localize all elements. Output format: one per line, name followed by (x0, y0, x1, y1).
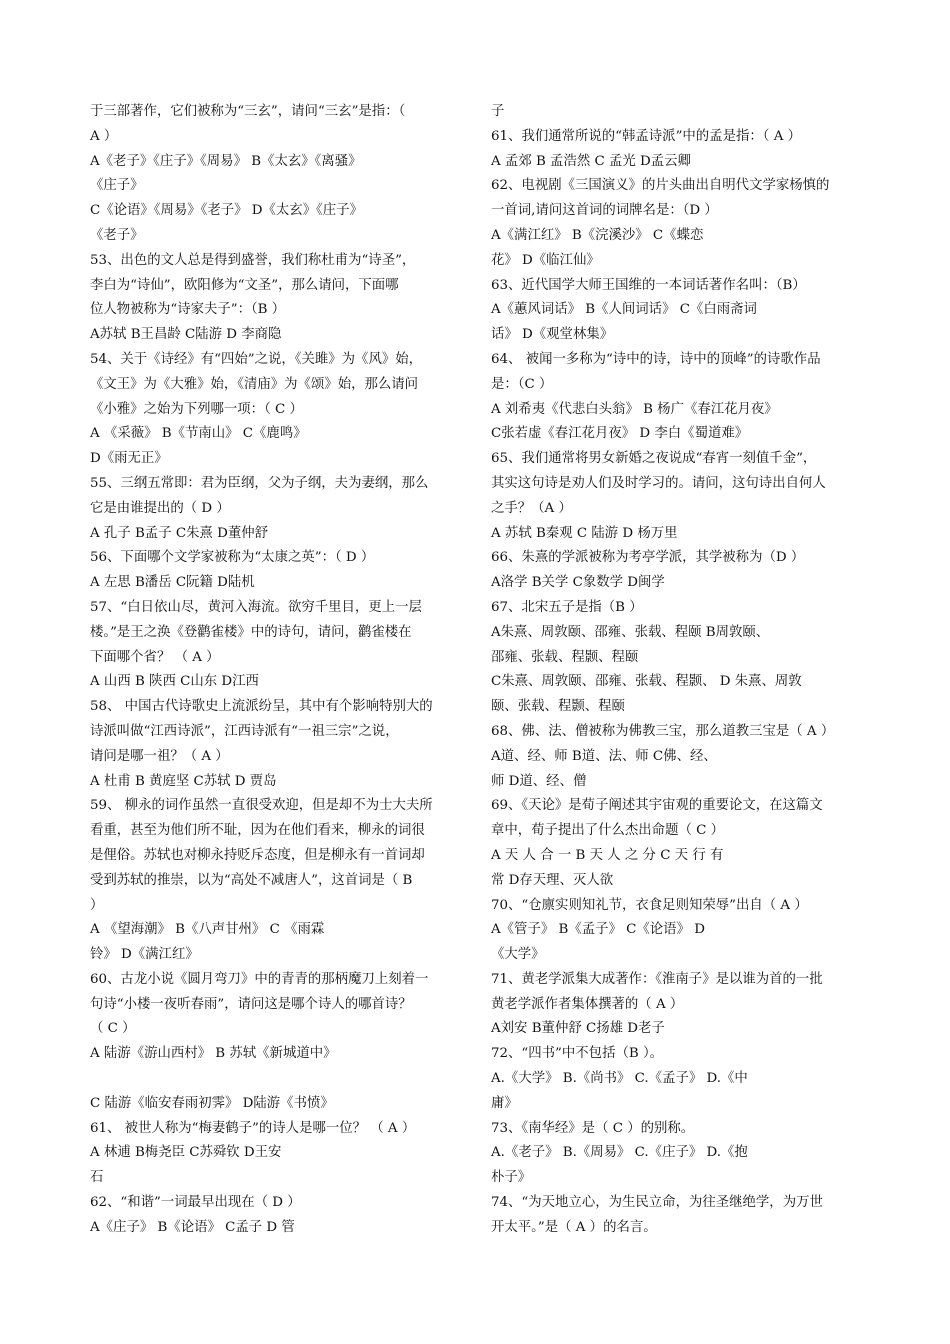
right-column-text-line: A《管子》 B《孟子》 C《论语》 D (491, 922, 705, 938)
right-column-text-line: A《满江红》 B《浣溪沙》 C《蝶恋 (491, 227, 704, 243)
left-column-text-line: 57、“白日依山尽，黄河入海流。欲穷千里目，更上一层 (90, 599, 422, 615)
right-column-text-line: 常 D存天理、灭人欲 (491, 872, 614, 888)
left-column-text-line: A 《望海潮》 B《八声甘州》 C 《雨霖 (90, 922, 325, 938)
left-column-text-line (90, 1067, 462, 1092)
right-column-text-line: 66、朱熹的学派被称为考亭学派，其学被称为（D ） (491, 550, 805, 566)
right-column-text-line: C张若虚《春江花月夜》 D 李白《蜀道难》 (491, 426, 749, 442)
right-column-text-line: 朴子》 (491, 1170, 532, 1186)
left-column (90, 100, 462, 1241)
left-column-text-line: D《雨无正》 (90, 451, 168, 467)
left-column-text-line: A 孔子 B孟子 C朱熹 D董仲舒 (90, 525, 269, 541)
right-column-text-line: 话》 D《观堂林集》 (491, 327, 614, 343)
left-column-text-line: A 左思 B潘岳 C阮籍 D陆机 (90, 575, 255, 591)
left-column-text-line: A《庄子》 B《论语》 C孟子 D 管 (90, 1219, 295, 1235)
right-column-text-line: 是：（C ） (491, 376, 553, 392)
left-column-text-line: C 陆游《临安春雨初霁》 D陆游《书愤》 (90, 1095, 334, 1111)
left-column-text-line: A《老子》《庄子》《周易》 B《太玄》《离骚》 (90, 153, 362, 169)
left-column-text-line: 下面哪个省？ （ A ） (90, 649, 220, 665)
right-column-text-line: A道、经、师 B道、法、师 C佛、经、 (491, 748, 717, 764)
left-column-text-line: ） (90, 897, 104, 913)
right-column-text-line: 65、我们通常将男女新婚之夜说成“春宵一刻值千金”， (491, 451, 817, 467)
left-column-text-line: 61、 被世人称为“梅妻鹤子”的诗人是哪一位？ （ A ） (90, 1120, 416, 1136)
right-column-text-line: 庸》 (491, 1095, 518, 1111)
left-column-text-line: 句诗“小楼一夜听春雨”，请问这是哪个诗人的哪首诗？ (90, 996, 412, 1012)
left-column-text-line: A 林逋 B梅尧臣 C苏舜钦 D王安 (90, 1145, 282, 1161)
left-column-text-line: 诗派叫做“江西诗派”，江西诗派有“一祖三宗”之说， (90, 723, 399, 739)
right-column-text-line: A 刘希夷《代悲白头翁》 B 杨广《春江花月夜》 (491, 401, 778, 417)
left-column-text-line: C《论语》《周易》《老子》 D《太玄》《庄子》 (90, 203, 363, 219)
right-column-text-line: A.《老子》 B.《周易》 C.《庄子》 D.《抱 (491, 1145, 748, 1161)
left-column-text-line: 于三部著作，它们被称为“三玄”，请问“三玄”是指：（ (90, 104, 406, 119)
left-column-text-line: 54、关于《诗经》有“四始”之说，《关雎》为《风》始， (90, 351, 423, 367)
left-column-text-line: A 陆游《游山西村》 B 苏轼《新城道中》 (90, 1046, 337, 1062)
left-column-text-line: 请问是哪一祖？（ A ） (90, 748, 229, 764)
left-column-text-line: A苏轼 B王昌龄 C陆游 D 李商隐 (90, 327, 282, 343)
right-column-text-line: 68、佛、法、僧被称为佛教三宝，那么道教三宝是（ A ） (491, 723, 835, 739)
left-column-text-line: A 山西 B 陕西 C山东 D江西 (90, 674, 259, 690)
left-column-text-line: 《老子》 (90, 227, 144, 243)
right-column-text-line: A朱熹、周敦颐、邵雍、张载、程颐 B周敦颐、 (491, 624, 770, 640)
left-column-text-line: （ C ） (90, 1021, 136, 1037)
left-column-text-line: 位人物被称为“诗家夫子”：（B ） (90, 302, 286, 318)
right-column-text-line: 61、我们通常所说的“韩孟诗派”中的孟是指：（ A ） (491, 128, 802, 144)
left-column-text-line: 受到苏轼的推崇，以为“高处不减唐人”，这首词是（ B (90, 872, 413, 888)
right-column-text-line: 子 (491, 104, 505, 119)
left-column-text-line: 看重，甚至为他们所不耻，因为在他们看来，柳永的词很 (90, 823, 425, 839)
right-column-text-line: 开太平。”是（ A ）的名言。 (491, 1219, 657, 1235)
left-column-text-line: 是俚俗。苏轼也对柳永持贬斥态度，但是柳永有一首词却 (90, 847, 425, 863)
left-column-text-line: A 杜甫 B 黄庭坚 C苏轼 D 贾岛 (90, 773, 277, 789)
right-column-text-line: 章中，荀子提出了什么杰出命题（ C ） (491, 823, 725, 839)
right-column-text-line: 《大学》 (491, 947, 545, 963)
right-column-text-line: 师 D道、经、僧 (491, 773, 587, 789)
right-column-text-line: A刘安 B董仲舒 C扬雄 D老子 (491, 1021, 665, 1037)
right-column-text-line: 72、“四书”中不包括（B ）。 (491, 1046, 664, 1062)
right-column-text-line: 71、黄老学派集大成著作：《淮南子》是以谁为首的一批 (491, 971, 823, 987)
left-column-text-line: 李白为“诗仙”，欧阳修为“文圣”，那么请问，下面哪 (90, 277, 399, 293)
left-column-text-line: 《小雅》之始为下列哪一项：（ C ） (90, 401, 303, 417)
left-column-text-line: 59、 柳永的词作虽然一直很受欢迎，但是却不为士大夫所 (90, 798, 433, 814)
right-column-text-line: 63、近代国学大师王国维的一本词话著作名叫：（B） (491, 277, 806, 293)
right-column-text-line: 69、《天论》是荀子阐述其宇宙观的重要论文，在这篇文 (491, 798, 823, 814)
right-column-text-line: 62、电视剧《三国演义》的片头曲出自明代文学家杨慎的 (491, 178, 830, 194)
left-column-text-line: 55、三纲五常即：君为臣纲，父为子纲，夫为妻纲，那么 (90, 475, 429, 491)
left-column-text-line: 62、“和谐”一词最早出现在（ D ） (90, 1195, 301, 1211)
right-column-text-line: A.《大学》 B.《尚书》 C.《孟子》 D.《中 (491, 1071, 748, 1087)
left-column-text-line: 《庄子》 (90, 178, 144, 194)
left-column-text-line: 《文王》为《大雅》始，《清庙》为《颂》始，那么请问 (90, 376, 419, 392)
right-column-text-line: C朱熹、周敦颐、邵雍、张载、程颢、 D 朱熹、周敦 (491, 674, 802, 690)
right-column-text-line: 67、北宋五子是指（B ） (491, 599, 643, 615)
right-column-text-line: A 孟郊 B 孟浩然 C 孟光 D孟云卿 (491, 153, 691, 169)
right-column-text-line: 花》 D《临江仙》 (491, 252, 600, 268)
right-column-text-line: 之手？（A ） (491, 500, 572, 516)
right-column-text-line: 颐、张载、程颢、程颐 (491, 699, 625, 715)
left-column-text-line: A 《采薇》 B《节南山》 C《鹿鸣》 (90, 426, 307, 442)
right-column-text-line: A《蕙风词话》 B《人间词话》 C《白雨斋词 (491, 302, 757, 318)
right-column-text-line: 64、 被闻一多称为“诗中的诗，诗中的顶峰”的诗歌作品 (491, 351, 821, 367)
left-column-text-line: 53、出色的文人总是得到盛誉，我们称杜甫为“诗圣”， (90, 252, 416, 268)
right-column-text-line: 一首词,请问这首词的词牌名是：（D ） (491, 203, 718, 219)
left-column-text-line: 58、 中国古代诗歌史上流派纷呈，其中有个影响特别大的 (90, 699, 433, 715)
right-column-text-line: 其实这句诗是劝人们及时学习的。请问，这句诗出自何人 (491, 475, 826, 491)
right-column-text-line: A洛学 B关学 C象数学 D闽学 (491, 575, 665, 591)
right-column-text-line: 邵雍、张载、程颢、程颐 (491, 649, 639, 665)
left-column-text-line: 石 (90, 1170, 104, 1186)
left-column-text-line: 56、下面哪个文学家被称为“太康之英”：（ D ） (90, 550, 375, 566)
right-column-text-line: 74、“为天地立心，为生民立命，为往圣继绝学，为万世 (491, 1195, 823, 1211)
right-column-text-line: A 苏轼 B秦观 C 陆游 D 杨万里 (491, 525, 678, 541)
left-column-text-line: A ） (90, 128, 118, 144)
right-column-text-line: 73、《南华经》是（ C ）的别称。 (491, 1120, 695, 1136)
right-column (491, 100, 863, 1241)
right-column-text-line: 黄老学派作者集体撰著的（ A ） (491, 996, 684, 1012)
left-column-text-line: 楼。”是王之涣《登鹳雀楼》中的诗句，请问，鹳雀楼在 (90, 624, 412, 640)
left-column-text-line: 它是由谁提出的（ D ） (90, 500, 230, 516)
left-column-text-line: 铃》 D《满江红》 (90, 947, 199, 963)
left-column-text-line: 60、古龙小说《圆月弯刀》中的青青的那柄魔刀上刻着一 (90, 971, 429, 987)
right-column-text-line: A 天 人 合 一 B 天 人 之 分 C 天 行 有 (491, 847, 724, 863)
right-column-text-line: 70、“仓廪实则知礼节，衣食足则知荣辱”出自（ A ） (491, 897, 808, 913)
